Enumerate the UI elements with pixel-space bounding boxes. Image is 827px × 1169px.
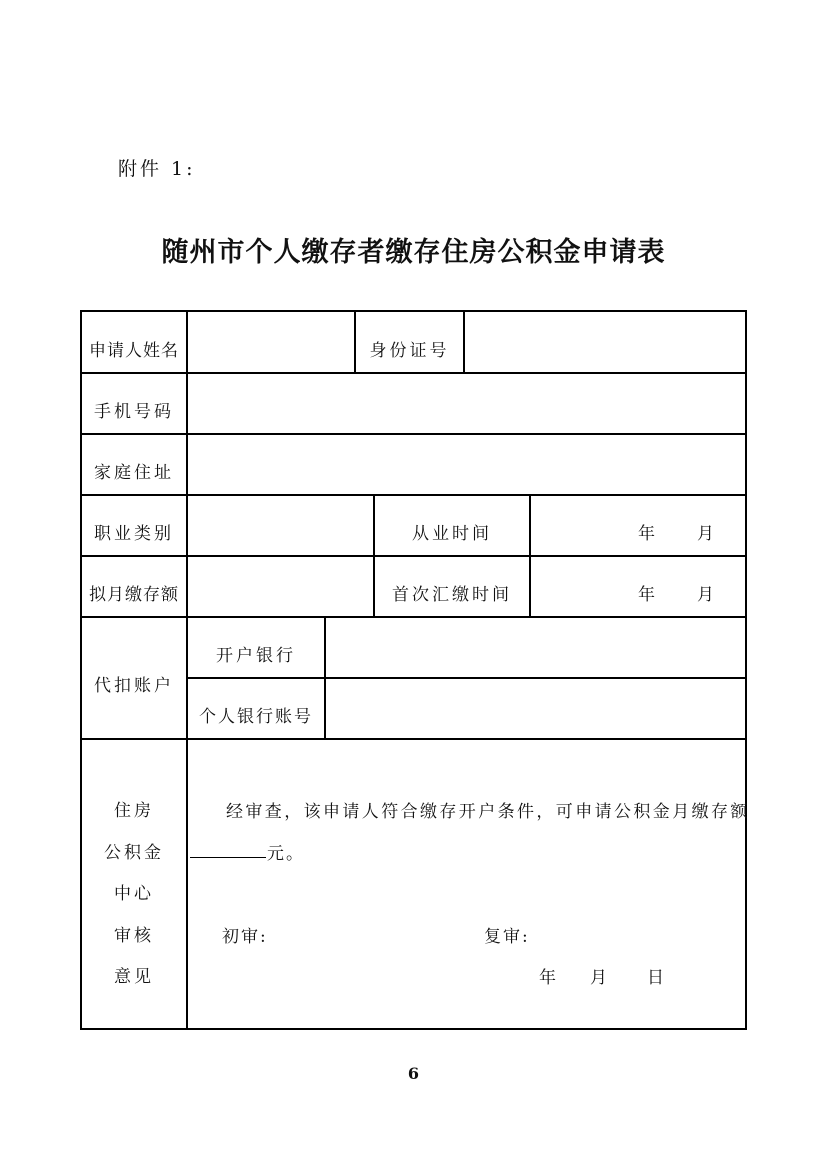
review-date-year: 年 [539, 968, 558, 988]
review-side-label-line-1: 住房 [114, 801, 154, 821]
review-date-month: 月 [590, 968, 609, 988]
review-side-label-line-5: 意见 [114, 967, 154, 987]
column-divider [186, 312, 188, 1028]
review-statement: 经审查，该申请人符合缴存开户条件，可申请公积金月缴存额 [226, 802, 750, 822]
amount-unit: 元。 [267, 844, 305, 864]
column-divider [529, 494, 531, 617]
column-divider [463, 312, 465, 373]
phone-label: 手机号码 [94, 402, 174, 422]
home-address-label: 家庭住址 [94, 463, 174, 483]
applicant-name-label: 申请人姓名 [89, 341, 179, 361]
second-review-label: 复审: [484, 927, 530, 947]
first-payment-time-label: 首次汇缴时间 [392, 585, 512, 605]
review-side-label-line-3: 中心 [114, 884, 154, 904]
form-title: 随州市个人缴存者缴存住房公积金申请表 [161, 237, 666, 268]
row-divider [82, 372, 745, 374]
page-number: 6 [407, 1064, 420, 1083]
monthly-amount-label: 拟月缴存额 [89, 585, 179, 605]
bank-account-label: 个人银行账号 [199, 707, 313, 727]
row-divider [82, 433, 745, 435]
review-side-label-line-2: 公积金 [104, 843, 164, 863]
amount-blank-line [190, 857, 266, 858]
column-divider [324, 616, 326, 739]
row-divider [82, 494, 745, 496]
first-payment-year-label: 年 [638, 585, 655, 605]
row-divider [82, 616, 745, 618]
occupation-label: 职业类别 [94, 524, 174, 544]
first-payment-month-label: 月 [697, 585, 714, 605]
row-divider [82, 555, 745, 557]
id-number-label: 身份证号 [369, 341, 450, 361]
review-side-label-line-4: 审核 [114, 926, 154, 946]
row-divider [187, 677, 745, 679]
employment-time-label: 从业时间 [412, 524, 492, 544]
first-review-label: 初审: [222, 927, 268, 947]
withholding-account-label: 代扣账户 [94, 676, 174, 696]
application-form-table [80, 310, 750, 1030]
bank-label: 开户银行 [216, 646, 296, 666]
row-divider [82, 738, 745, 740]
attachment-label: 附件 1: [118, 158, 196, 180]
employment-year-label: 年 [638, 524, 655, 544]
employment-month-label: 月 [697, 524, 714, 544]
review-date-day: 日 [647, 968, 666, 988]
